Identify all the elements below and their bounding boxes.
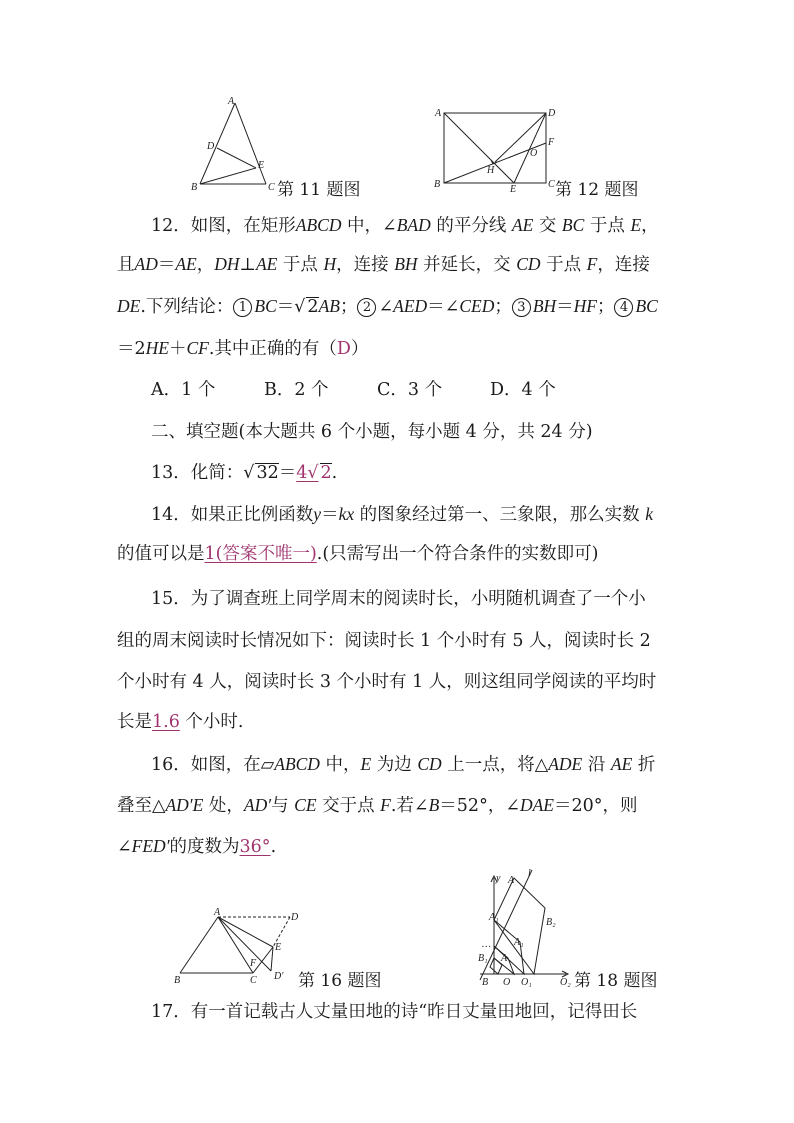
- figure-18: [470, 868, 580, 986]
- fig12-label-C: C: [548, 179, 555, 190]
- q14-answer: 1(答案不唯一): [204, 544, 317, 564]
- fig12-label-O: O: [530, 148, 538, 159]
- fig12-label-E: E: [510, 184, 517, 195]
- q15-number: 15．: [151, 589, 191, 609]
- q14-suffix: .(只需写出一个符合条件的实数即可): [316, 544, 599, 564]
- fig16-label-F: F: [250, 958, 257, 969]
- q16-line-2: 叠至△AD′E 处，AD′与 CE 交于点 F.若∠B＝52°，∠DAE＝20°，则: [117, 795, 638, 816]
- fig16-label-D-prime: D′: [274, 971, 284, 982]
- q12-line-3: DE.下列结论： 1 BC＝√ 2AB； 2 ∠AED＝∠CED； 3 BH＝HF； 4 BC: [117, 296, 658, 317]
- fig18-label-B2: B₂: [546, 917, 556, 928]
- q12-option-b: B．2 个: [264, 380, 329, 400]
- figure-11-caption: 第 11 题图: [277, 180, 361, 200]
- q15-line-3: 个小时有 4 人，阅读时长 3 个小时有 1 人，则这组同学阅读的平均时: [117, 672, 657, 692]
- q17-text-1: 有一首记载古人丈量田地的诗“昨日丈量田地回，记得田长: [190, 1002, 638, 1022]
- figure-12-caption: 第 12 题图: [555, 180, 639, 200]
- q17-line-1: [151, 1000, 637, 1024]
- q14-line-1: 14．如果正比例函数y＝kx 的图象经过第一、三象限，那么实数 k: [151, 504, 654, 525]
- q15-line-1: [151, 587, 646, 611]
- q12-option-a: A．1 个: [151, 380, 216, 400]
- q16-answer: 36°: [239, 837, 271, 857]
- q12-line-1: 12．如图，在矩形ABCD 中，∠BAD 的平分线 AE 交 BC 于点 E，: [151, 215, 659, 236]
- fig16-label-A: A: [214, 907, 221, 918]
- figure-16: [170, 903, 300, 985]
- q14-number: 14．: [151, 505, 191, 525]
- q12-line-4: ＝2HE＋CF.其中正确的有（D）: [117, 338, 369, 359]
- figure-16-drawing: [170, 903, 300, 985]
- q16-line-3: ∠FED′的度数为36°.: [117, 836, 277, 857]
- q13-text: 化简：: [190, 463, 244, 483]
- q13-radicand: 32: [256, 463, 279, 483]
- fig18-label-A1: …: [482, 939, 491, 950]
- fig18-label-O1: O: [503, 977, 511, 988]
- q12-option-d: D．4 个: [490, 380, 556, 400]
- figure-16-caption: 第 16 题图: [298, 971, 382, 991]
- q12-number: 12．: [151, 216, 191, 236]
- fig18-label-x: O₂: [560, 977, 571, 988]
- q12-option-c: C．3 个: [377, 380, 443, 400]
- fig16-label-C: C: [250, 975, 257, 986]
- q16-line-1: 16．如图，在▱ABCD 中，E 为边 CD 上一点，将△ADE 沿 AE 折: [151, 754, 656, 775]
- fig12-label-F: F: [548, 137, 555, 148]
- fig11-label-E: E: [258, 160, 265, 171]
- fig18-label-B1: A₁: [514, 937, 524, 948]
- fig12-label-D: D: [548, 108, 556, 119]
- q15-answer: 1.6: [152, 712, 180, 732]
- q16-suffix: .: [270, 837, 277, 857]
- fig12-label-H: H: [487, 165, 495, 176]
- q15-line-4: [117, 710, 244, 734]
- fig18-label-l: l: [528, 868, 531, 879]
- q13-end: .: [331, 463, 338, 483]
- q12-answer: D: [336, 339, 351, 359]
- q15-text-1: 为了调查班上同学周末的阅读时长，小明随机调查了一个小: [190, 589, 646, 609]
- q13-line: 13．化简：√ 32＝4√ 2.: [151, 463, 338, 483]
- fig18-label-O2: O₁: [521, 977, 532, 988]
- figure-11: [190, 95, 280, 195]
- figure-12-drawing: [430, 103, 560, 193]
- q12-line-2: 且AD＝AE，DH⊥AE 于点 H，连接 BH 并延长，交 CD 于点 F，连接: [117, 254, 650, 275]
- q14-prefix: 的值可以是: [117, 544, 205, 564]
- fig11-label-B: B: [191, 182, 198, 193]
- figure-11-drawing: [190, 95, 280, 195]
- fig16-label-D: D: [291, 912, 299, 923]
- fig12-label-B: B: [434, 179, 441, 190]
- fig12-label-A: A: [435, 108, 442, 119]
- q15-line-2: 组的周末阅读时长情况如下：阅读时长 1 个小时有 5 人，阅读时长 2: [117, 631, 651, 651]
- q16-number: 16．: [151, 755, 191, 775]
- q13-number: 13．: [151, 463, 191, 483]
- fig18-label-A0: B₁: [478, 953, 488, 964]
- fig11-label-A: A: [228, 96, 235, 107]
- q15-prefix: 长是: [117, 712, 152, 732]
- fig16-label-B: B: [174, 975, 181, 986]
- section-2-heading: 二、填空题(本大题共 6 个小题，每小题 4 分，共 24 分): [151, 422, 593, 442]
- q13-answer: 4√ 2: [296, 463, 332, 483]
- fig18-label-y: y: [496, 873, 501, 884]
- fig11-label-C: C: [268, 182, 275, 193]
- figure-12: [430, 103, 560, 193]
- fig18-label-A: A: [508, 875, 515, 886]
- fig11-label-D: D: [207, 141, 215, 152]
- q14-line-2: [117, 542, 599, 566]
- figure-18-drawing: [470, 868, 580, 986]
- figure-18-caption: 第 18 题图: [574, 971, 658, 991]
- fig18-label-A2: A₁: [489, 912, 499, 923]
- q12-options: [151, 378, 603, 402]
- fig16-label-E: E: [275, 942, 282, 953]
- q17-number: 17．: [151, 1002, 191, 1022]
- fig18-label-B: A: [501, 953, 508, 964]
- q15-suffix: 个小时.: [185, 712, 244, 732]
- q13-equals: ＝: [278, 463, 297, 483]
- fig18-label-O: B: [482, 977, 489, 988]
